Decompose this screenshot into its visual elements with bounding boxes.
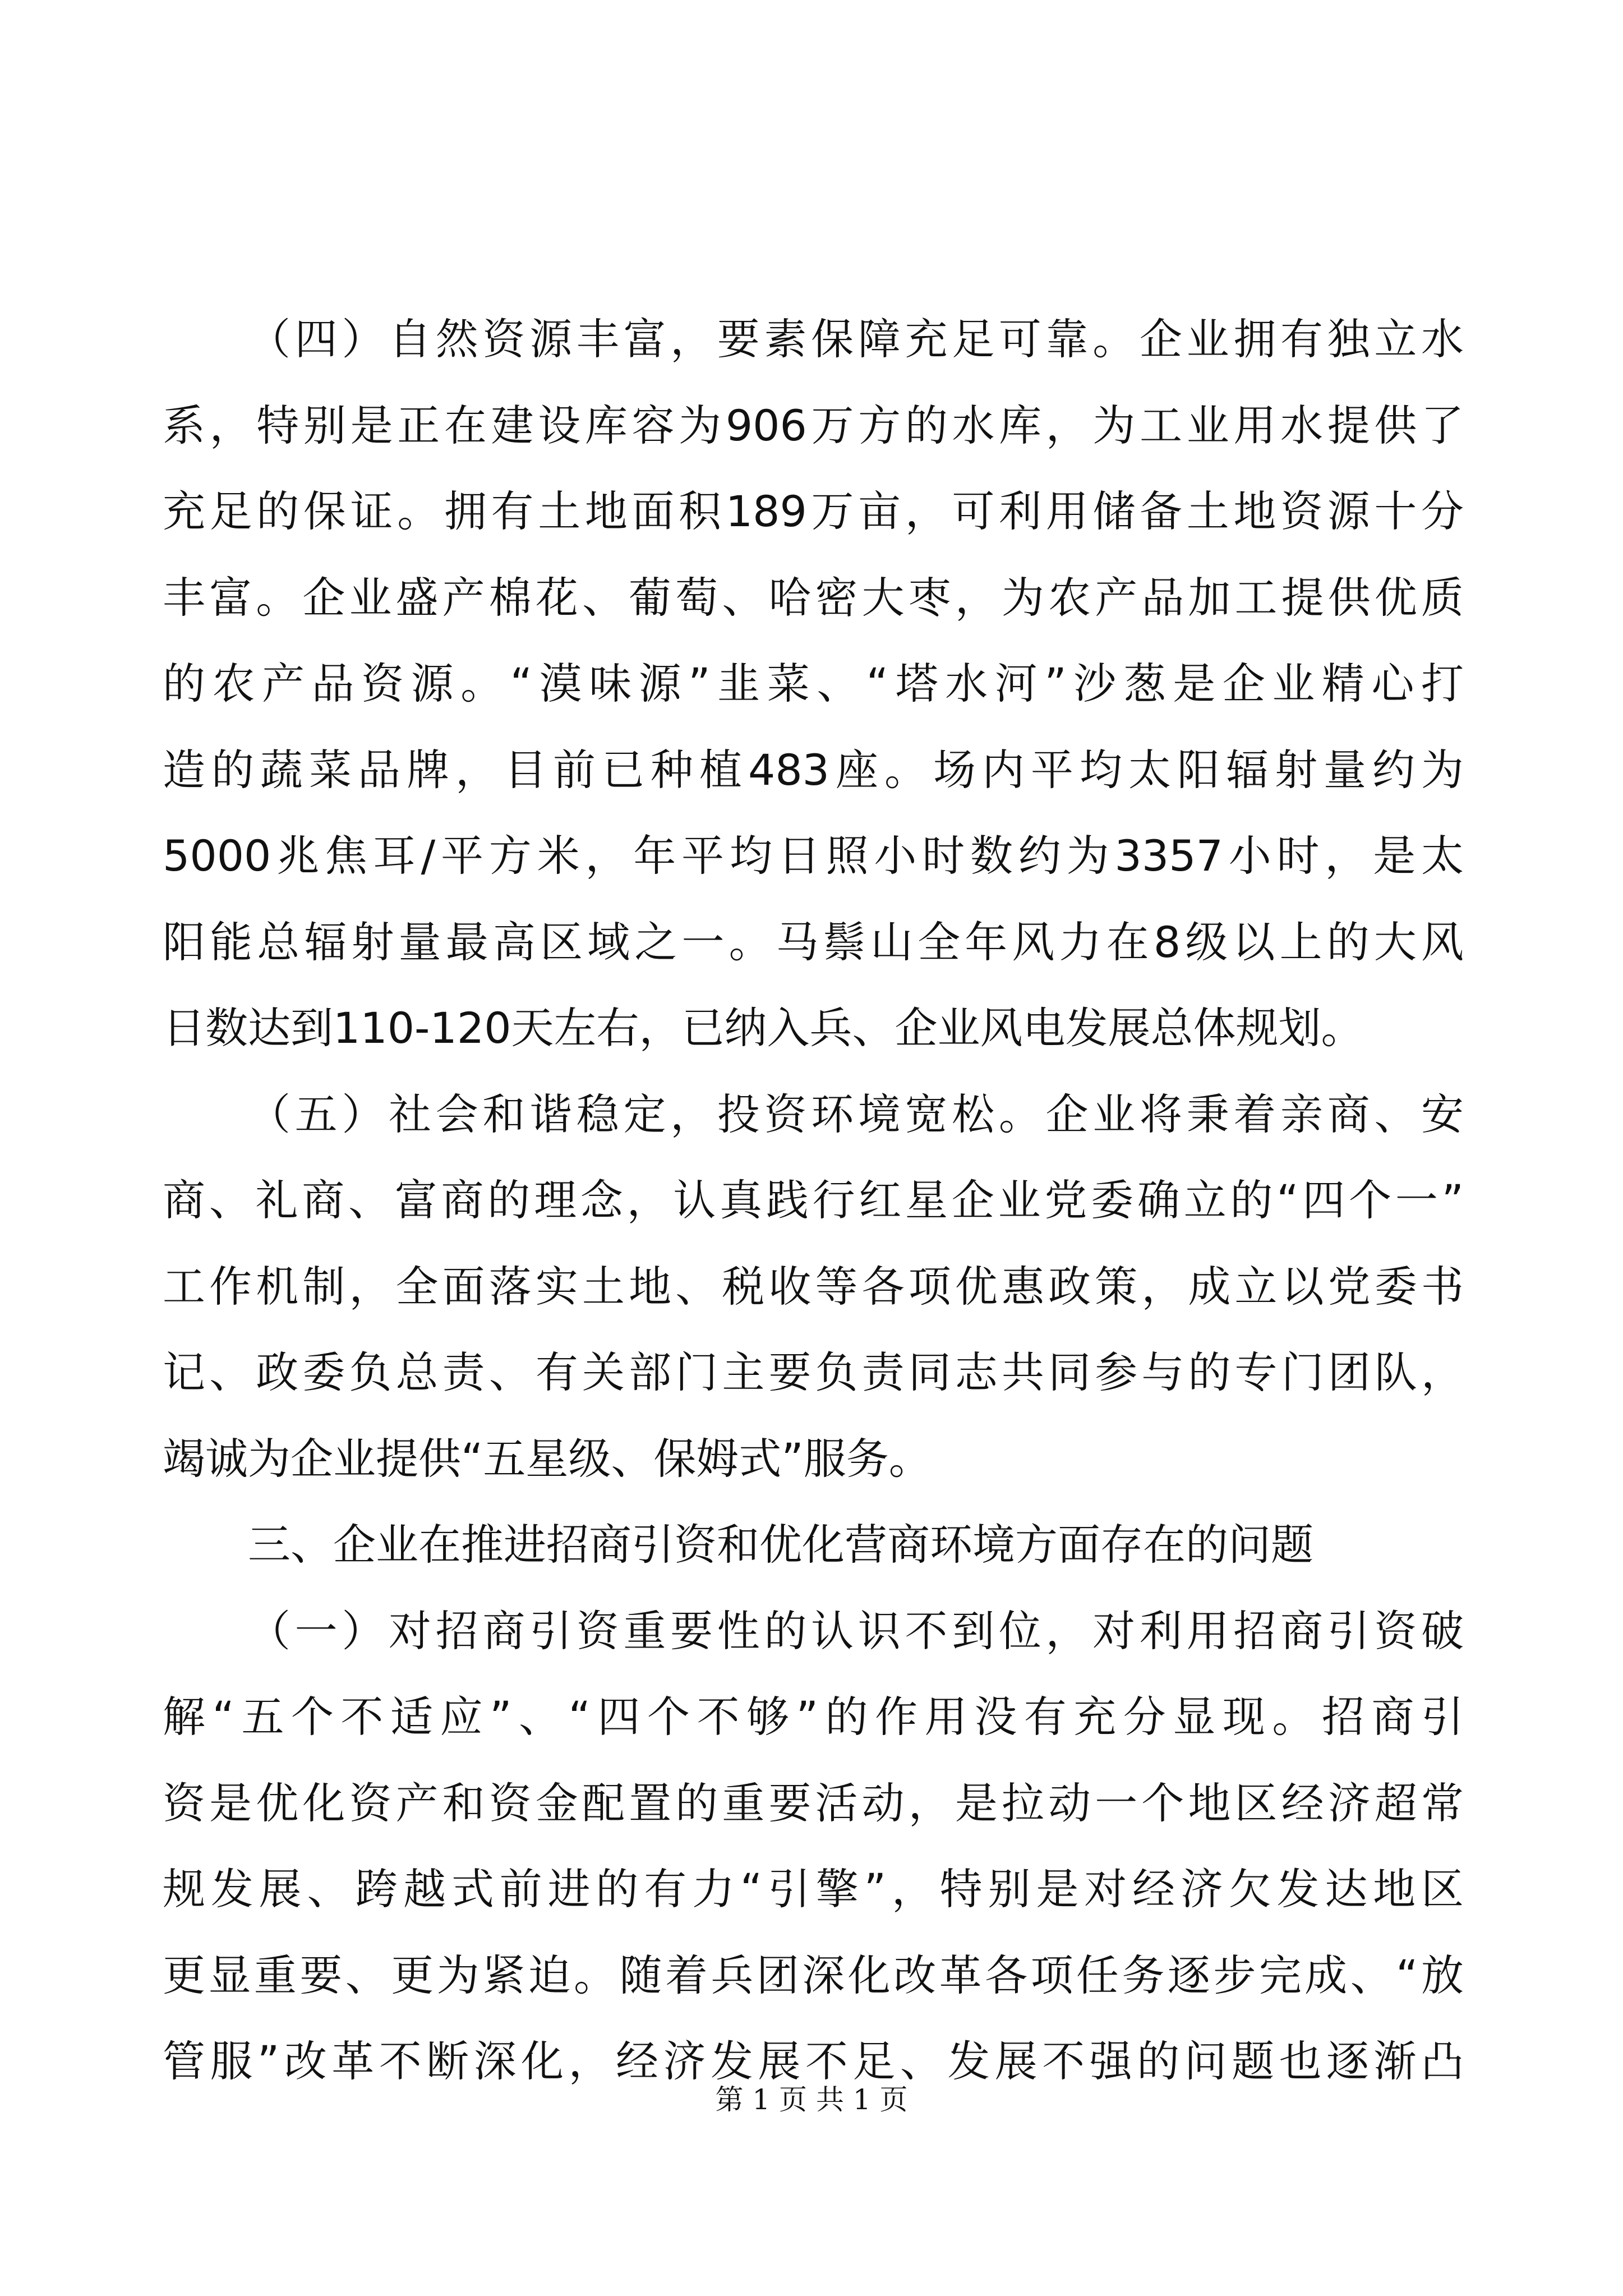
paragraph-line: 系，特别是正在建设库容为906万方的水库，为工业用水提供了 — [163, 400, 1464, 450]
paragraph-line: 商、礼商、富商的理念，认真践行红星企业党委确立的“四个一” — [163, 1175, 1464, 1225]
paragraph-line: 工作机制，全面落实土地、税收等各项优惠政策，成立以党委书 — [163, 1261, 1464, 1312]
paragraph-line: 记、政委负总责、有关部门主要负责同志共同参与的专门团队， — [163, 1347, 1464, 1397]
paragraph-line: 的农产品资源。“漠味源”韭菜、“塔水河”沙葱是企业精心打 — [163, 659, 1464, 708]
paragraph-line: （一）对招商引资重要性的认识不到位，对利用招商引资破 — [248, 1605, 1464, 1656]
paragraph-line: 更显重要、更为紧迫。随着兵团深化改革各项任务逐步完成、“放 — [163, 1950, 1464, 2000]
paragraph-line: 规发展、跨越式前进的有力“引擎”，特别是对经济欠发达地区 — [163, 1864, 1464, 1914]
paragraph-line: 解“五个不适应”、“四个不够”的作用没有充分显现。招商引 — [163, 1692, 1464, 1742]
paragraph-line: 竭诚为企业提供“五星级、保姆式”服务。 — [163, 1433, 932, 1484]
section-heading: 三、企业在推进招商引资和优化营商环境方面存在的问题 — [248, 1520, 1313, 1570]
paragraph-line: （四）自然资源丰富，要素保障充足可靠。企业拥有独立水 — [248, 314, 1464, 364]
paragraph-line: 丰富。企业盛产棉花、葡萄、哈密大枣，为农产品加工提供优质 — [163, 572, 1464, 623]
paragraph-line: 充足的保证。拥有土地面积189万亩，可利用储备土地资源十分 — [163, 486, 1464, 536]
paragraph-line: 管服”改革不断深化，经济发展不足、发展不强的问题也逐渐凸 — [163, 2036, 1464, 2086]
paragraph-line: 造的蔬菜品牌，目前已种植483座。场内平均太阳辐射量约为 — [163, 744, 1464, 795]
paragraph-line: 阳能总辐射量最高区域之一。马鬃山全年风力在8级以上的大风 — [163, 917, 1464, 967]
paragraph-line: 5000兆焦耳/平方米，年平均日照小时数约为3357小时，是太 — [163, 831, 1464, 881]
paragraph-line: 资是优化资产和资金配置的重要活动，是拉动一个地区经济超常 — [163, 1778, 1464, 1828]
page-number-footer: 第 1 页 共 1 页 — [715, 2083, 908, 2116]
paragraph-line: 日数达到110-120天左右，已纳入兵、企业风电发展总体规划。 — [163, 1003, 1364, 1053]
paragraph-line: （五）社会和谐稳定，投资环境宽松。企业将秉着亲商、安 — [248, 1089, 1464, 1139]
document-body — [163, 296, 1464, 2105]
